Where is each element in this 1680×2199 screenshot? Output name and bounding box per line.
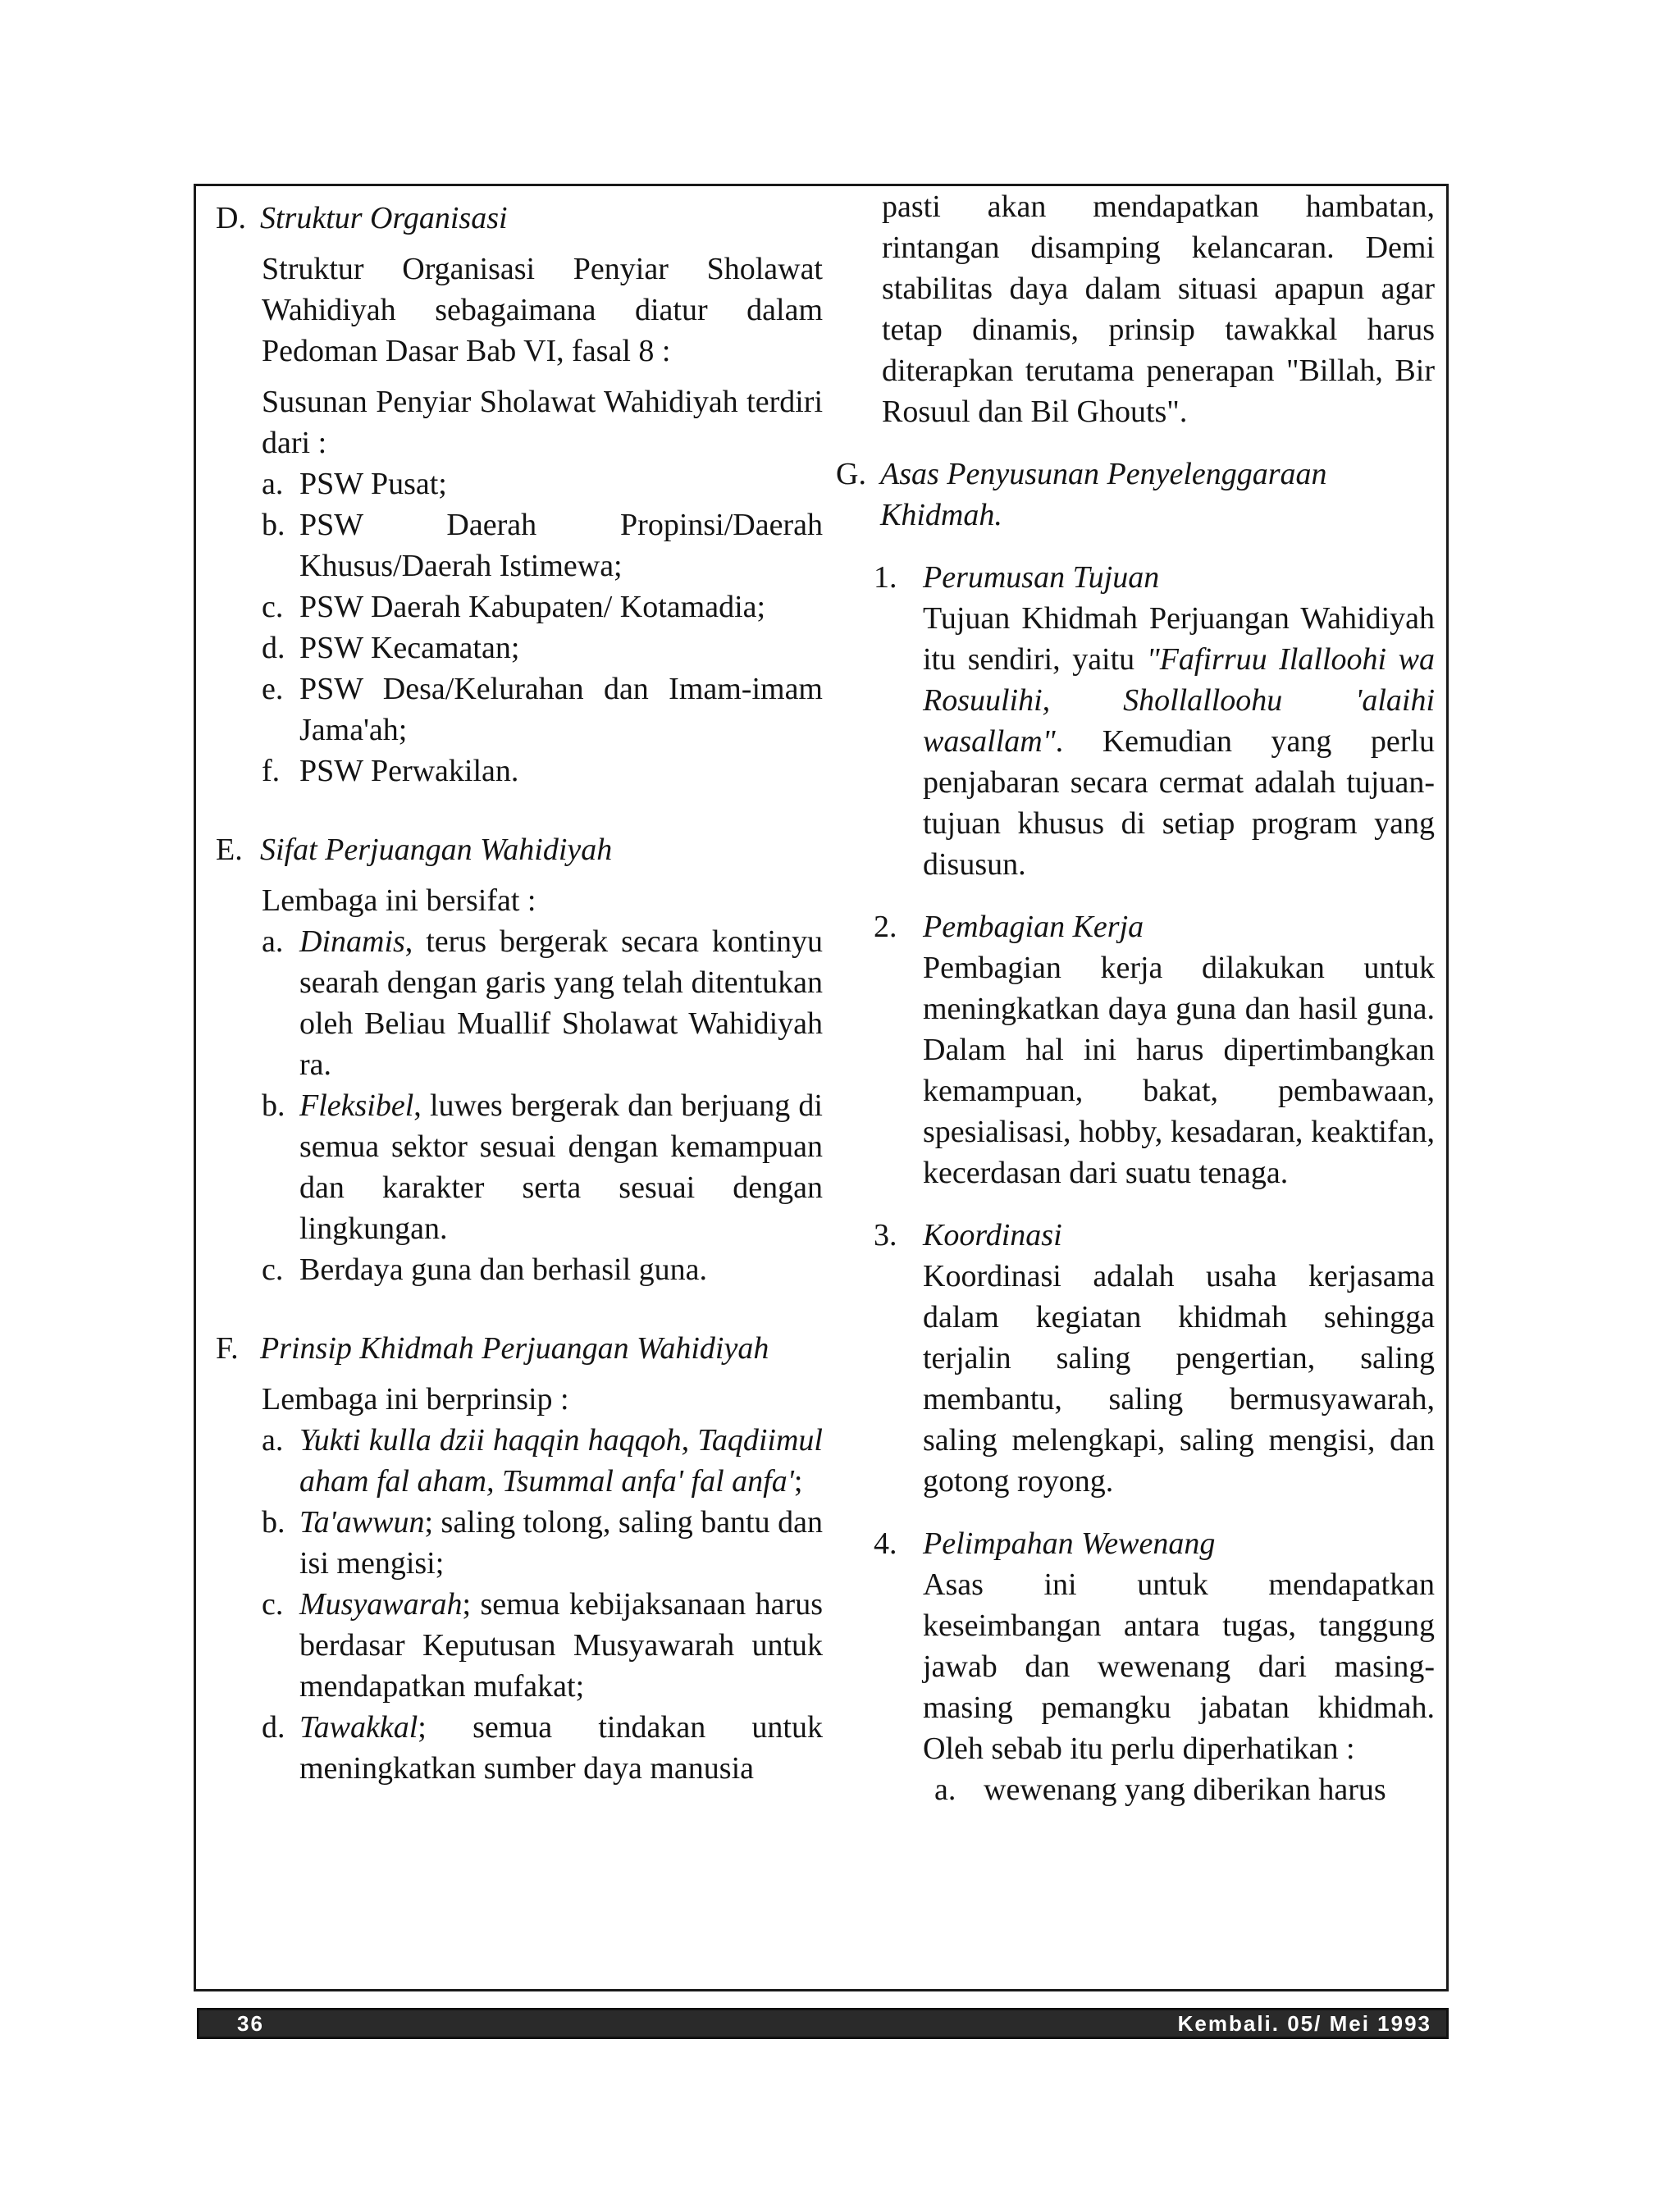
list-item: a. Dinamis, terus bergerak secara kontinyu searah dengan garis yang telah ditentukan oleh Beliau Muallif Sholawat Wahidiyah ra. (262, 924, 823, 1082)
section-f-title: Prinsip Khidmah Perjuangan Wahidiyah (260, 1331, 769, 1366)
section-d (216, 198, 823, 792)
list-item: d. PSW Kecamatan; (262, 631, 520, 665)
section-d-lead: Susunan Penyiar Sholawat Wahidiyah terdiri dari : (262, 385, 823, 460)
list-item: e. PSW Desa/Kelurahan dan Imam-imam Jama'ah; (262, 672, 823, 747)
section-d-letter: D. (216, 201, 246, 235)
numbered-item: 2. Pembagian Kerja Pembagian kerja dilakukan untuk meningkatkan daya guna dan hasil guna. Dalam hal ini harus dipertimbangkan kemampuan, bakat, pembawaan, spesialisasi, hobby, kesadaran, keaktifan, kecerdasan dari suatu tenaga. (874, 906, 1435, 1193)
numbered-item: 3. Koordinasi Koordinasi adalah usaha kerjasama dalam kegiatan khidmah sehingga terjalin saling pengertian, saling membantu, saling bermusyawarah, saling melengkapi, saling mengisi, dan gotong royong. (874, 1215, 1435, 1502)
numbered-item: 1. Perumusan Tujuan Tujuan Khidmah Perjuangan Wahidiyah itu sendiri, yaitu "Fafirruu Ilalloohi wa Rosuulihi, Shollalloohu 'alaihi wasallam". Kemudian yang perlu penjabaran secara cermat adalah tujuan-tujuan khusus di setiap program yang disusun. (874, 557, 1435, 885)
page-number: 36 (237, 2010, 264, 2036)
list-item: c. PSW Daerah Kabupaten/ Kotamadia; (262, 590, 766, 624)
numbered-item: 4. Pelimpahan Wewenang Asas ini untuk mendapatkan keseimbangan antara tugas, tanggung jawab dan wewenang dari masing-masing pemangku jabatan khidmah. Oleh sebab itu perlu diperhatikan : a. wewenang yang diberikan harus (874, 1523, 1435, 1810)
list-item: c. Musyawarah; semua kebijaksanaan harus berdasar Keputusan Musyawarah untuk mendapatkan mufakat; (262, 1587, 823, 1704)
numbered-item-title: Koordinasi (923, 1218, 1062, 1252)
list-item: b. PSW Daerah Propinsi/Daerah Khusus/Daerah Istimewa; (262, 508, 823, 583)
footer-bar (197, 2008, 1449, 2039)
list-item: f. PSW Perwakilan. (262, 754, 519, 788)
section-d-intro: Struktur Organisasi Penyiar Sholawat Wahidiyah sebagaimana diatur dalam Pedoman Dasar Bab VI, fasal 8 : (262, 252, 823, 368)
section-e-lead: Lembaga ini bersifat : (262, 883, 536, 918)
section-d-title: Struktur Organisasi (260, 201, 508, 235)
section-e-letter: E. (216, 833, 243, 867)
left-column (216, 186, 823, 1789)
numbered-item-title: Pelimpahan Wewenang (923, 1526, 1216, 1561)
numbered-item-title: Perumusan Tujuan (923, 560, 1160, 595)
list-item: c. Berdaya guna dan berhasil guna. (262, 1252, 707, 1287)
publication-info: Kembali. 05/ Mei 1993 (1177, 2010, 1431, 2036)
sub-item: a. wewenang yang diberikan harus (934, 1772, 1386, 1807)
numbered-item-title: Pembagian Kerja (923, 910, 1144, 944)
page-frame (194, 184, 1449, 1991)
section-f-lead: Lembaga ini berprinsip : (262, 1382, 569, 1417)
list-item: d. Tawakkal; semua tindakan untuk meningkatkan sumber daya manusia (262, 1710, 823, 1786)
continuation-paragraph: pasti akan mendapatkan hambatan, rintangan disamping kelancaran. Demi stabilitas daya dalam situasi apapun agar tetap dinamis, prinsip tawakkal harus diterapkan terutama penerapan "Billah, Bir Rosuul dan Bil Ghouts". (882, 189, 1435, 429)
list-item: b. Ta'awwun; saling tolong, saling bantu dan isi mengisi; (262, 1505, 823, 1581)
list-item: a. Yukti kulla dzii haqqin haqqoh, Taqdiimul aham fal aham, Tsummal anfa' fal anfa'; (262, 1423, 823, 1499)
section-e-title: Sifat Perjuangan Wahidiyah (260, 833, 613, 867)
right-column (836, 186, 1435, 1810)
list-item: a. PSW Pusat; (262, 467, 447, 501)
section-g-letter: G. (836, 457, 866, 491)
section-g-title: Asas Penyusunan Penyelenggaraan Khidmah. (880, 457, 1327, 532)
section-f-letter: F. (216, 1331, 239, 1366)
section-f (216, 1328, 823, 1789)
list-item: b. Fleksibel, luwes bergerak dan berjuang di semua sektor sesuai dengan kemampuan dan karakter serta sesuai dengan lingkungan. (262, 1088, 823, 1246)
section-g (836, 454, 1435, 1810)
section-e (216, 829, 823, 1290)
